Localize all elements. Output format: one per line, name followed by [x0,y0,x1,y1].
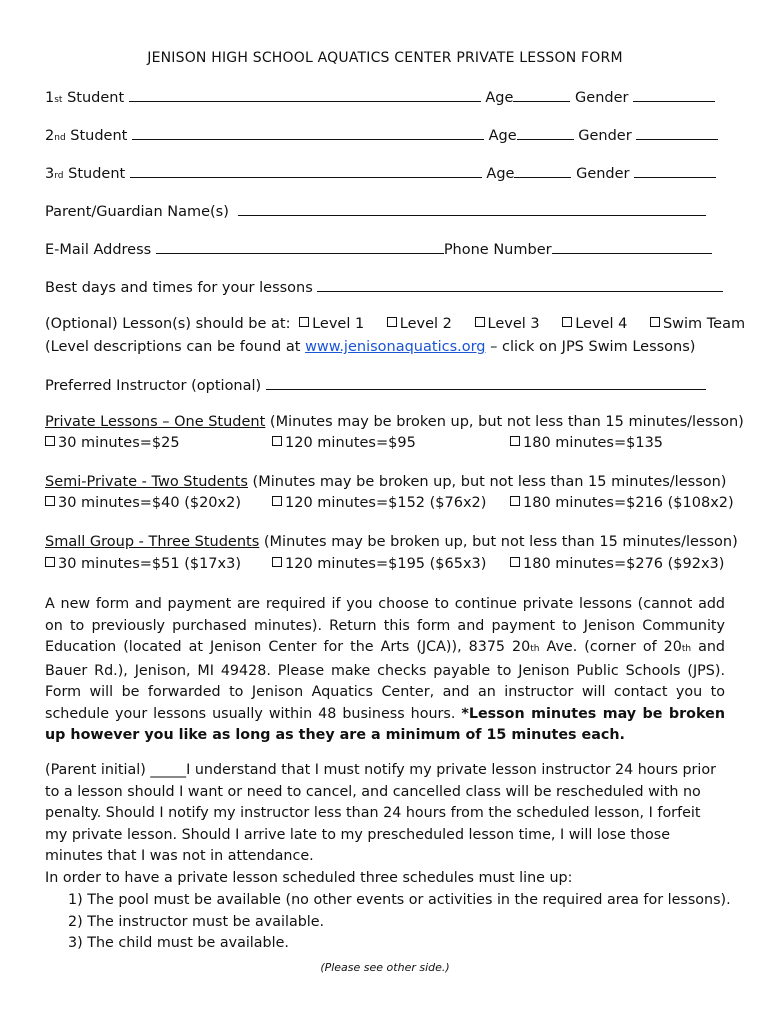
student-number: 1 [45,90,55,106]
phone-field[interactable] [552,240,712,254]
price-option[interactable] [272,435,416,451]
checkbox-icon[interactable] [387,317,397,327]
list-item: 1) The pool must be available (no other events or activities in the required area for lessons). [68,892,731,908]
parent-name-field[interactable] [238,202,706,216]
pricing-title: Small Group - Three Students [45,534,260,550]
payment-text: and Bauer Rd.), Jenison, MI 49428. Please make checks payable to Jenison Public Schools (JPS). Form will be forwarded to Jenison Aquatics Center, and an instructor will contact you to schedule your lessons usually within 48 business hours. [45,639,725,722]
levels-intro: (Optional) Lesson(s) should be at: [45,316,291,332]
level-option[interactable] [650,316,745,332]
instructor-row [45,376,706,394]
best-days-label: Best days and times for your lessons [45,280,313,296]
gender-field[interactable] [633,88,715,102]
pricing-heading [45,414,744,430]
pricing-options [45,435,735,451]
level-label: Level 2 [399,316,452,332]
checkbox-icon[interactable] [45,436,55,446]
level-option[interactable] [299,316,364,332]
age-field[interactable] [514,164,571,178]
checkbox-icon[interactable] [272,557,282,567]
price-label: 180 minutes=$276 ($92x3) [523,556,725,572]
price-option[interactable] [45,556,241,572]
student-name-field[interactable] [132,126,484,140]
email-label: E-Mail Address [45,242,152,258]
pricing-title: Semi-Private - Two Students [45,474,248,490]
instructor-field[interactable] [266,376,706,390]
parent-label: Parent/Guardian Name(s) [45,204,229,220]
cancellation-policy [45,760,725,889]
price-label: 30 minutes=$25 [58,435,180,451]
gender-field[interactable] [634,164,716,178]
ordinal-suffix: th [530,644,540,654]
levels-desc-text: (Level descriptions can be found at [45,339,306,355]
level-option[interactable] [387,316,452,332]
pricing-options [45,495,735,511]
checkbox-icon[interactable] [510,557,520,567]
instructor-label: Preferred Instructor (optional) [45,378,262,394]
payment-text: A new form and payment are required if you choose to continue private lessons (cannot add on to previously purchased minutes). Return this form and payment to Jenison Community Education (located at Jenison Center for the Arts (JCA)), 8375 20 [45,596,725,655]
level-option[interactable] [562,316,627,332]
gender-label: Gender [576,166,630,182]
student-row-3 [45,164,716,182]
minimum-minutes-note: *Lesson minutes may be broken up however you like as long as they are a minimum of 15 minutes each. [45,705,726,743]
level-label: Swim Team [662,316,746,332]
checkbox-icon[interactable] [510,436,520,446]
pricing-heading [45,534,738,550]
schedules-intro: In order to have a private lesson scheduled three schedules must line up: [45,869,573,886]
student-number: 3 [45,166,55,182]
price-label: 180 minutes=$216 ($108x2) [523,495,734,511]
best-days-row [45,278,723,296]
price-label: 120 minutes=$195 ($65x3) [285,556,487,572]
ordinal-suffix: st [54,95,63,105]
pricing-note: (Minutes may be broken up, but not less than 15 minutes/lesson) [247,474,727,490]
form-title: JENISON HIGH SCHOOL AQUATICS CENTER PRIVATE LESSON FORM [147,50,623,66]
checkbox-icon[interactable] [510,496,520,506]
price-label: 30 minutes=$51 ($17x3) [58,556,241,572]
student-name-field[interactable] [130,164,482,178]
checkbox-icon[interactable] [272,436,282,446]
price-label: 30 minutes=$40 ($20x2) [58,495,241,511]
age-label: Age [488,128,517,144]
list-item: 3) The child must be available. [68,935,289,951]
levels-row [45,316,745,332]
student-name-field[interactable] [129,88,481,102]
website-link[interactable]: www.jenisonaquatics.org [305,339,486,355]
pricing-options [45,556,735,572]
price-option[interactable] [45,435,180,451]
age-label: Age [485,90,514,106]
list-item: 2) The instructor must be available. [68,913,325,930]
parent-row [45,202,706,220]
age-label: Age [486,166,515,182]
payment-text: Ave. (corner of 20 [539,639,682,655]
ordinal-suffix: rd [54,171,64,181]
email-field[interactable] [156,240,444,254]
parent-initial-statement: (Parent initial) _____I understand that I must notify my private lesson instructor 24 hours prior to a lesson should I want or need to cancel, and cancelled class will be rescheduled with no penalty. Should I notify my instructor less than 24 hours from the scheduled lesson, I forfeit my private lesson. Should I arrive late to my prescheduled lesson time, I will lose those minutes that I was not in attendance. [45,762,717,864]
level-label: Level 4 [575,316,628,332]
level-option[interactable] [475,316,540,332]
student-number: 2 [45,128,55,144]
pricing-heading [45,474,726,490]
student-label: Student [67,90,125,106]
price-label: 120 minutes=$95 [285,435,416,451]
student-label: Student [68,166,126,182]
levels-description [45,339,695,355]
footer-note: (Please see other side.) [320,961,450,974]
schedule-requirements [68,890,731,955]
price-option[interactable] [272,495,486,511]
student-row-2 [45,126,718,144]
best-days-field[interactable] [317,278,723,292]
price-option[interactable] [45,495,241,511]
checkbox-icon[interactable] [475,317,485,327]
gender-field[interactable] [636,126,718,140]
checkbox-icon[interactable] [299,317,309,327]
price-option[interactable] [272,556,486,572]
price-label: 120 minutes=$152 ($76x2) [285,495,487,511]
levels-desc-text: – click on JPS Swim Lessons) [485,339,696,355]
checkbox-icon[interactable] [562,317,572,327]
price-option[interactable] [510,435,663,451]
student-label: Student [70,128,128,144]
checkbox-icon[interactable] [45,496,55,506]
payment-paragraph [45,594,725,747]
pricing-title: Private Lessons – One Student [45,414,266,430]
price-option[interactable] [510,495,734,511]
level-label: Level 1 [312,316,365,332]
pricing-note: (Minutes may be broken up, but not less than 15 minutes/lesson) [259,534,738,550]
ordinal-suffix: th [681,644,692,654]
price-option[interactable] [510,556,724,572]
checkbox-icon[interactable] [272,496,282,506]
gender-label: Gender [575,90,629,106]
pricing-note: (Minutes may be broken up, but not less than 15 minutes/lesson) [265,414,744,430]
age-field[interactable] [513,88,570,102]
checkbox-icon[interactable] [45,557,55,567]
age-field[interactable] [517,126,574,140]
price-label: 180 minutes=$135 [523,435,664,451]
gender-label: Gender [578,128,632,144]
checkbox-icon[interactable] [650,317,660,327]
contact-row [45,240,712,258]
level-label: Level 3 [487,316,540,332]
ordinal-suffix: nd [54,133,66,143]
student-row-1 [45,88,715,106]
phone-label: Phone Number [443,242,552,258]
